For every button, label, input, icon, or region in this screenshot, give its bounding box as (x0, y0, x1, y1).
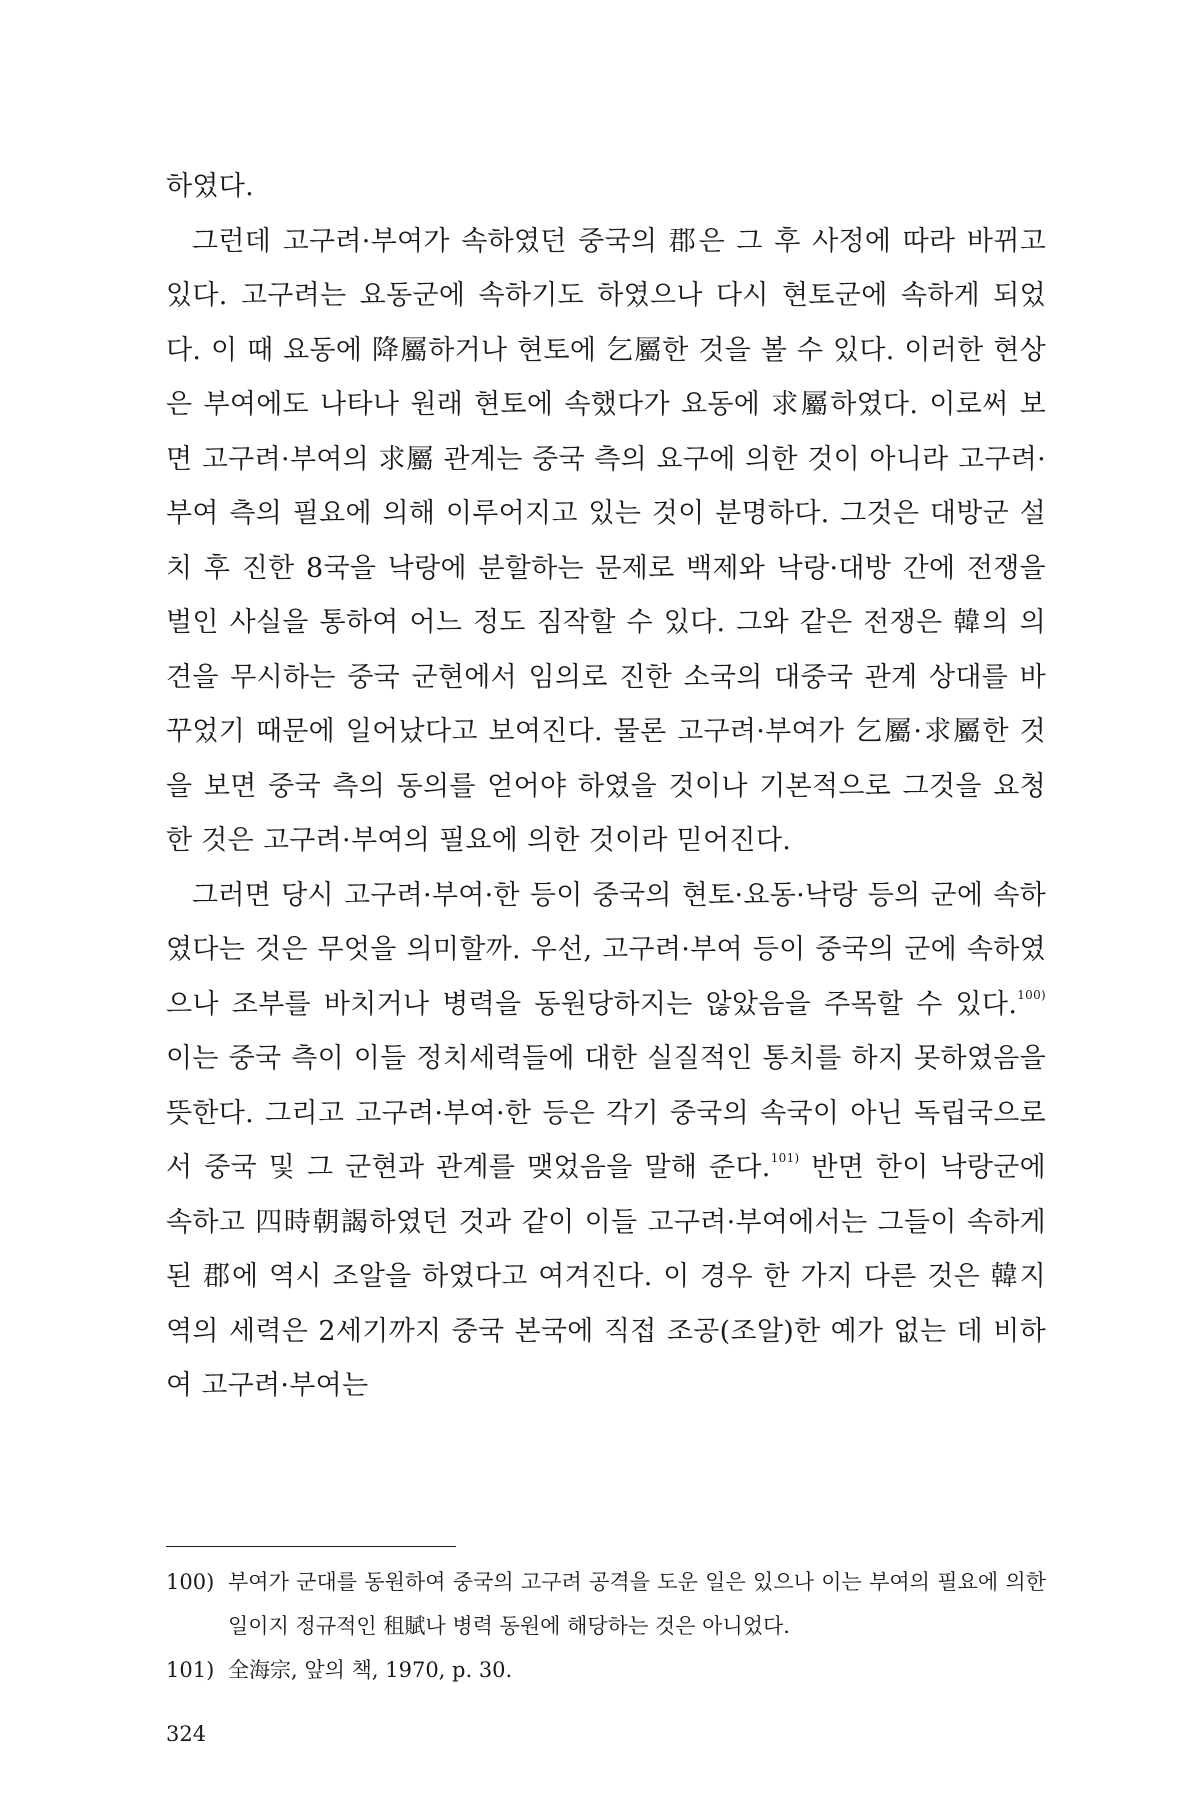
footnote-ref-100[interactable]: 100) (1017, 987, 1046, 1002)
paragraph-3 (166, 869, 1046, 1414)
text-segment: 하였다. (166, 171, 255, 202)
footnote-101 (166, 1648, 1046, 1692)
footnote-number: 101) (166, 1658, 215, 1682)
text-segment: 반면 한이 낙랑군에 속하고 四時朝謁하였던 것과 같이 이들 고구려·부여에서는 그들이 속하게 된 郡에 역시 조알을 하였다고 여겨진다. 이 경우 한 가지 다른 것은 韓지역의 세력은 2세기까지 중국 본국에 직접 조공(조알)한 예가 없는 데 비하여 고구려·부여는 (166, 1152, 1047, 1401)
footnotes (166, 1560, 1046, 1692)
body-text (166, 160, 1046, 1414)
text-segment: 그러면 당시 고구려·부여·한 등이 중국의 현토·요동·낙랑 등의 군에 속하였다는 것은 무엇을 의미할까. 우선, 고구려·부여 등이 중국의 군에 속하였으나 조부를 바치거나 병력을 동원당하지는 않았음을 주목할 수 있다. (166, 879, 1046, 1020)
footnote-text: 全海宗, 앞의 책, 1970, p. 30. (228, 1658, 513, 1682)
footnote-100 (166, 1560, 1046, 1648)
text-segment: 그런데 고구려·부여가 속하였던 중국의 郡은 그 후 사정에 따라 바뀌고 있다. 고구려는 요동군에 속하기도 하였으나 다시 현토군에 속하게 되었다. 이 때 요동에 降屬하거나 현토에 乞屬한 것을 볼 수 있다. 이러한 현상은 부여에도 나타나 원래 현토에 속했다가 요동에 求屬하였다. 이로써 보면 고구려·부여의 求屬 관계는 중국 측의 요구에 의한 것이 아니라 고구려·부여 측의 필요에 의해 이루어지고 있는 것이 분명하다. 그것은 대방군 설치 후 진한 8국을 낙랑에 분할하는 문제로 백제와 낙랑·대방 간에 전쟁을 벌인 사실을 통하여 어느 정도 짐작할 수 있다. 그와 같은 전쟁은 韓의 의견을 무시하는 중국 군현에서 임의로 진한 소국의 대중국 관계 상대를 바꾸었기 때문에 일어났다고 보여진다. 물론 고구려·부여가 乞屬·求屬한 것을 보면 중국 측의 동의를 얻어야 하였을 것이나 기본적으로 그것을 요청한 것은 고구려·부여의 필요에 의한 것이라 믿어진다. (166, 225, 1046, 856)
footnote-text: 부여가 군대를 동원하여 중국의 고구려 공격을 도운 일은 있으나 이는 부여의 필요에 의한 일이지 정규적인 租賦나 병력 동원에 해당하는 것은 아니었다. (228, 1570, 1046, 1638)
footnote-divider (166, 1546, 456, 1547)
paragraph-1 (166, 160, 1046, 215)
page-number: 324 (166, 1722, 207, 1746)
text-segment: 이는 중국 측이 이들 정치세력들에 대한 실질적인 통치를 하지 못하였음을 뜻한다. 그리고 고구려·부여·한 등은 각기 중국의 속국이 아닌 독립국으로서 중국 및 그 군현과 관계를 맺었음을 말해 준다. (166, 1043, 1046, 1183)
footnote-number: 100) (166, 1570, 215, 1594)
paragraph-2 (166, 215, 1046, 869)
footnote-ref-101[interactable]: 101) (770, 1151, 800, 1165)
